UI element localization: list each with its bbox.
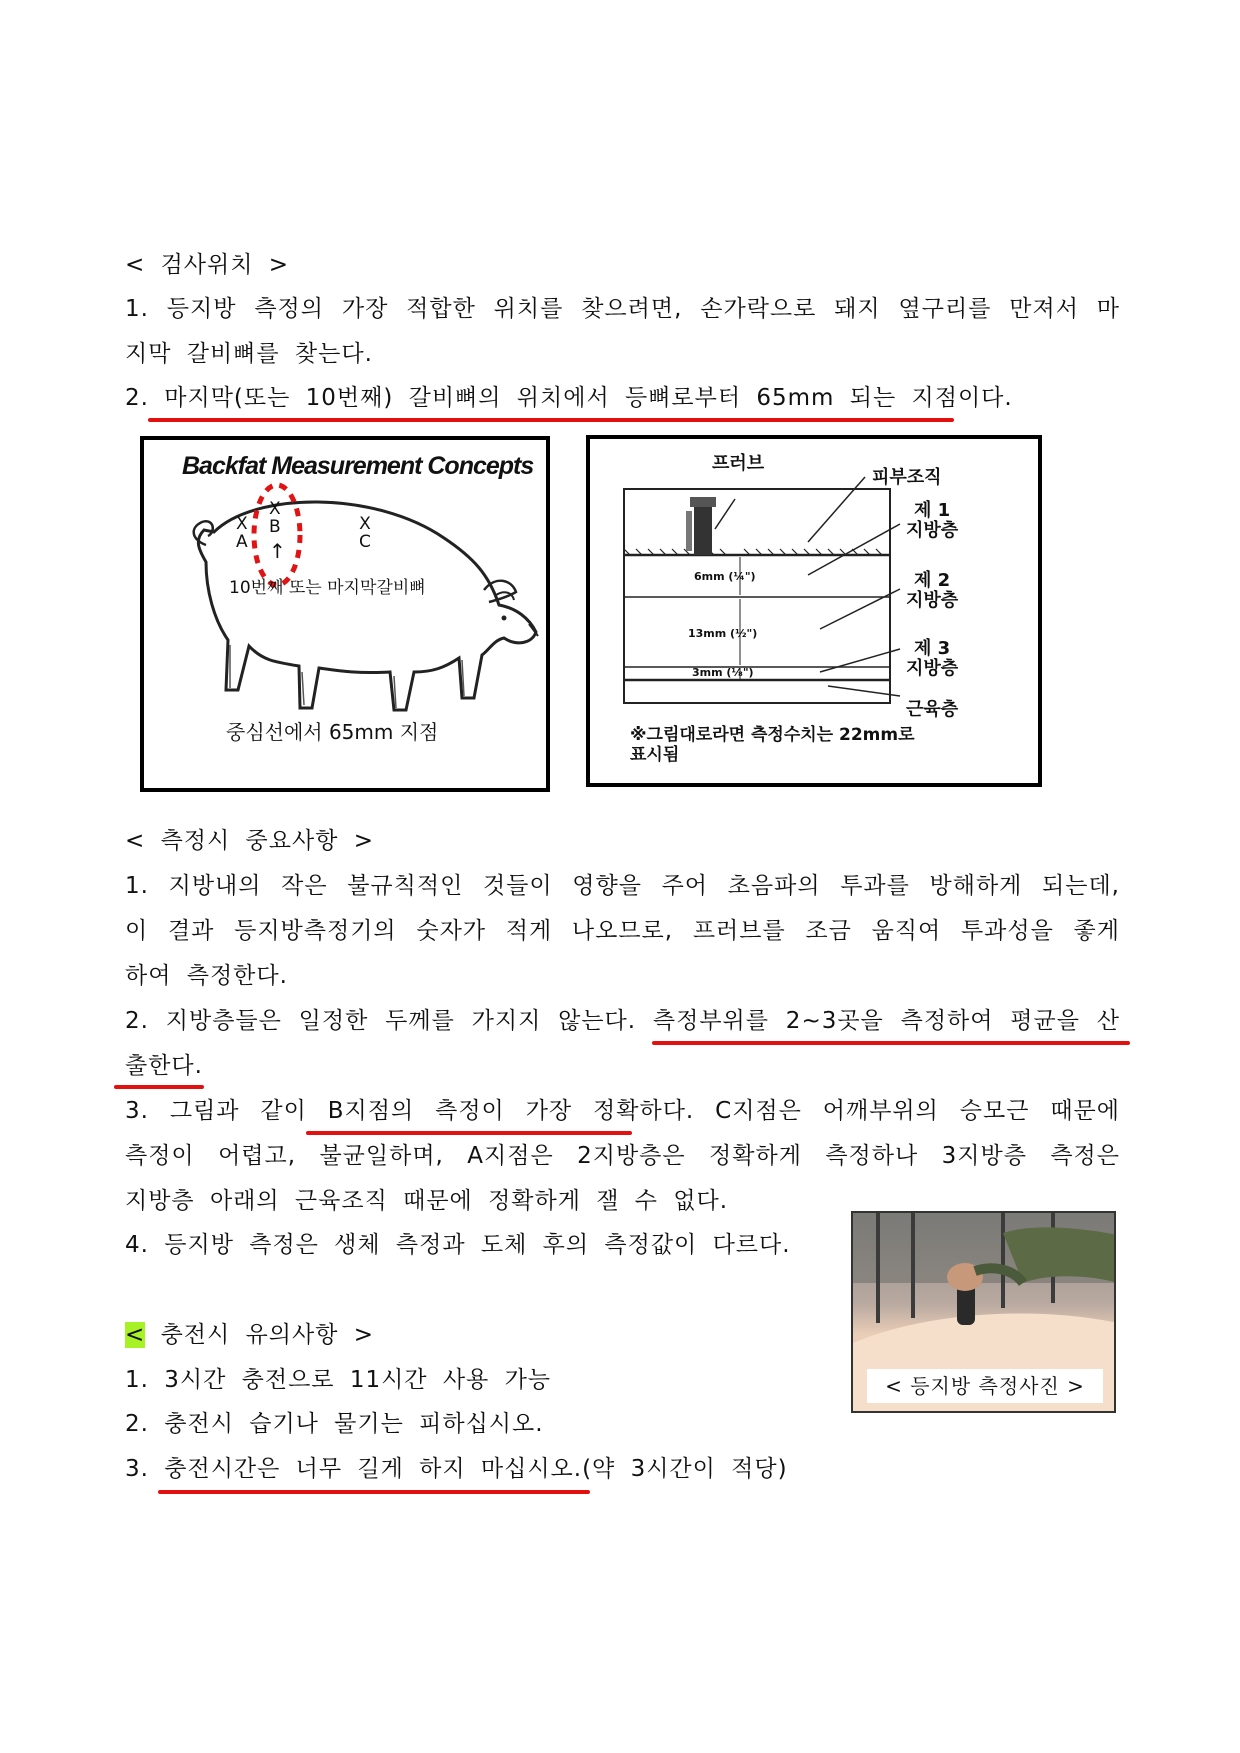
section-heading-inspection-location: < 검사위치 > [125,252,290,278]
marker-b: X B [269,499,281,537]
layer3-label: 제 3 지방층 [906,638,959,679]
dimension-13mm: 13mm (½") [688,627,758,640]
layer1-label: 제 1 지방층 [906,500,959,541]
paragraph-line: 4. 등지방 측정은 생체 측정과 도체 후의 측정값이 다르다. [125,1232,791,1258]
red-underline [158,1490,590,1494]
paragraph-line: 출한다. [125,1053,203,1079]
highlighted-mark: < [125,1322,146,1348]
figure-title: Backfat Measurement Concepts [182,452,534,480]
paragraph-line: 2. 지방층들은 일정한 두께를 가지지 않는다. 측정부위를 2~3곳을 측정하여 평균을 산 [125,1008,1120,1034]
marker-a: X A [236,514,248,552]
pig-diagram-figure [140,436,550,792]
fat-layer-diagram-figure [586,435,1042,787]
pig-caption: 중심선에서 65mm 지점 [226,720,439,744]
dimension-6mm: 6mm (¼") [694,570,756,583]
red-underline [114,1085,204,1089]
rib-label: 10번째 또는 마지막갈비뼈 [229,578,426,598]
paragraph-line: 하여 측정한다. [125,963,288,989]
paragraph-line: 1. 3시간 충전으로 11시간 사용 가능 [125,1367,552,1393]
red-underline [306,1131,632,1135]
heading-text: 충전시 유의사항 > [145,1322,375,1348]
paragraph-line: 2. 마지막(또는 10번째) 갈비뼈의 위치에서 등뼈로부터 65mm 되는 지점이다. [125,385,1013,411]
probe-label: 프러브 [712,453,765,474]
measurement-note: ※그림대로라면 측정수치는 22mm로 표시됨 [630,725,915,765]
paragraph-line: 지방층 아래의 근육조직 때문에 정확하게 잴 수 없다. [125,1188,729,1214]
muscle-label: 근육층 [906,699,959,720]
paragraph-line: 1. 등지방 측정의 가장 적합한 위치를 찾으려면, 손가락으로 돼지 옆구리를 만져서 마 [125,296,1120,322]
arrow-up-icon: ↑ [269,539,286,563]
section-heading-charging-notes [125,1320,374,1350]
skin-label: 피부조직 [872,467,942,488]
layer2-label: 제 2 지방층 [906,570,959,611]
paragraph-line: 1. 지방내의 작은 불규칙적인 것들이 영향을 주어 초음파의 투과를 방해하게 되는데, [125,873,1120,899]
red-underline [148,418,954,422]
red-underline [652,1041,1130,1045]
paragraph-line: 지막 갈비뼈를 찾는다. [125,341,373,367]
dimension-3mm: 3mm (⅛") [692,666,754,679]
paragraph-line: 3. 그림과 같이 B지점의 측정이 가장 정확하다. C지점은 어깨부위의 승모근 때문에 [125,1098,1120,1124]
marker-c: X C [359,514,371,552]
paragraph-line: 측정이 어렵고, 불균일하며, A지점은 2지방층은 정확하게 측정하나 3지방층 측정은 [125,1143,1120,1169]
paragraph-line: 2. 충전시 습기나 물기는 피하십시오. [125,1411,544,1437]
section-heading-measurement-notes: < 측정시 중요사항 > [125,828,375,854]
photo-caption: < 등지방 측정사진 > [867,1369,1103,1403]
backfat-measurement-photo [851,1211,1116,1413]
paragraph-line: 이 결과 등지방측정기의 숫자가 적게 나오므로, 프러브를 조금 움직여 투과성을 좋게 [125,918,1120,944]
paragraph-line: 3. 충전시간은 너무 길게 하지 마십시오.(약 3시간이 적당) [125,1456,788,1482]
